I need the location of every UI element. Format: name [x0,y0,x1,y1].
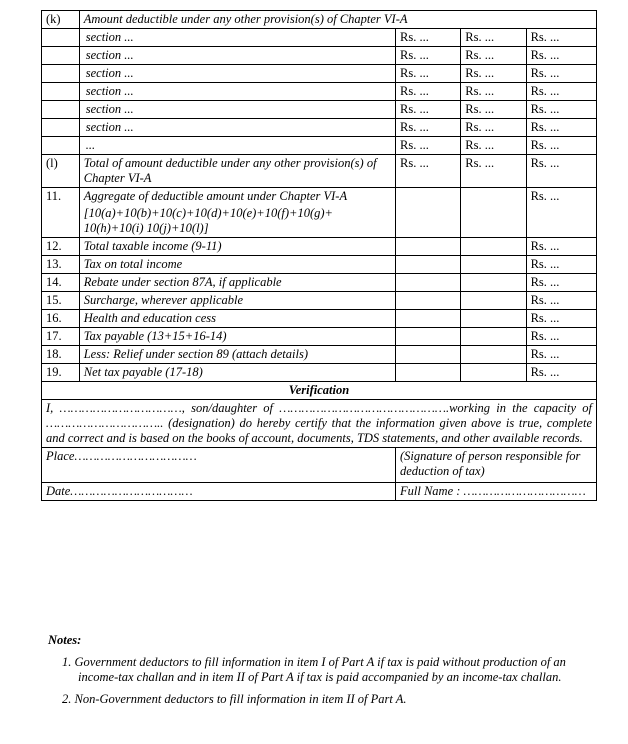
amount-cell: Rs. ... [526,310,596,328]
row-title: Net tax payable (17-18) [79,364,395,382]
row-title: Tax payable (13+15+16-14) [79,328,395,346]
row-title: Total of amount deductible under any other provision(s) of Chapter VI-A [79,155,395,188]
note-item: 2. Non-Government deductors to fill information in item II of Part A. [62,691,407,706]
verification-text-row [42,400,597,448]
amount-cell: Rs. ... [526,119,596,137]
amount-cell: Rs. ... [396,47,461,65]
row-16 [42,310,597,328]
amount-cell: Rs. ... [526,29,596,47]
notes-section [48,633,598,707]
section-label: section ... [79,119,395,137]
section-label: section ... [79,101,395,119]
row-l [42,155,597,188]
section-label: ... [79,137,395,155]
amount-cell: Rs. ... [526,155,596,188]
verification-heading-row [42,382,597,400]
notes-title: Notes: [48,633,82,647]
row-title: Less: Relief under section 89 (attach details) [79,346,395,364]
row-15 [42,292,597,310]
row-17 [42,328,597,346]
row-12 [42,238,597,256]
amount-cell: Rs. ... [526,83,596,101]
row-13 [42,256,597,274]
row-title: Rebate under section 87A, if applicable [79,274,395,292]
amount-cell: Rs. ... [396,119,461,137]
section-label: section ... [79,83,395,101]
date-field: Date…………………………… [42,483,396,501]
full-name-field: Full Name : …………………………… [396,483,597,501]
row-title: Total taxable income (9-11) [79,238,395,256]
date-row [42,483,597,501]
verification-text: I, ……………………………, son/daughter of ……………………………………….working in the capacity of ………………………….. (designation) do hereby certify that the information given above is true, complete and correct and is based on the books of account, documents, TDS statements, and other available records. [42,400,597,448]
amount-cell: Rs. ... [461,137,526,155]
row-number: 15. [42,292,80,310]
amount-cell: Rs. ... [526,47,596,65]
section-label: section ... [79,47,395,65]
row-title: Health and education cess [79,310,395,328]
section-label: section ... [79,29,395,47]
row-19 [42,364,597,382]
section-label: section ... [79,65,395,83]
row-number: 12. [42,238,80,256]
amount-cell: Rs. ... [396,83,461,101]
row-number: 14. [42,274,80,292]
row-title: Tax on total income [79,256,395,274]
row-number: 18. [42,346,80,364]
section-row [42,29,597,47]
section-row [42,65,597,83]
verification-heading: Verification [42,382,597,400]
place-row [42,448,597,483]
place-field: Place…………………………… [42,448,396,483]
amount-cell: Rs. ... [461,101,526,119]
amount-cell: Rs. ... [461,65,526,83]
row-number: 17. [42,328,80,346]
row-number: 16. [42,310,80,328]
amount-cell: Rs. ... [526,137,596,155]
row-number: (k) [42,11,80,29]
amount-cell: Rs. ... [396,137,461,155]
note-item: 1. Government deductors to fill information in item I of Part A if tax is paid without production of an income-tax challan and in item II of Part A if tax is paid accompanied by an income-tax challan. [62,654,566,684]
row-title: Surcharge, wherever applicable [79,292,395,310]
section-row [42,47,597,65]
row-title: Amount deductible under any other provision(s) of Chapter VI-A [79,11,596,29]
row-number: (l) [42,155,80,188]
row-number: 19. [42,364,80,382]
amount-cell: Rs. ... [526,292,596,310]
amount-cell: Rs. ... [526,256,596,274]
amount-cell: Rs. ... [396,101,461,119]
section-row [42,101,597,119]
amount-cell: Rs. ... [526,274,596,292]
section-row [42,83,597,101]
row-number: 13. [42,256,80,274]
deduction-table [41,10,597,501]
amount-cell: Rs. ... [526,238,596,256]
row-18 [42,346,597,364]
amount-cell: Rs. ... [526,188,596,238]
section-row [42,137,597,155]
row-11 [42,188,597,238]
row-k-header [42,11,597,29]
section-row [42,119,597,137]
amount-cell: Rs. ... [526,328,596,346]
aggregate-formula: [10(a)+10(b)+10(c)+10(d)+10(e)+10(f)+10(g)+ 10(h)+10(i) 10(j)+10(l)] [83,206,333,235]
amount-cell: Rs. ... [396,155,461,188]
amount-cell: Rs. ... [461,47,526,65]
amount-cell: Rs. ... [526,346,596,364]
amount-cell: Rs. ... [526,65,596,83]
row-number: 11. [42,188,80,238]
amount-cell: Rs. ... [526,364,596,382]
amount-cell: Rs. ... [461,83,526,101]
amount-cell: Rs. ... [396,65,461,83]
signature-field: (Signature of person responsible for deduction of tax) [396,448,597,483]
amount-cell: Rs. ... [526,101,596,119]
amount-cell: Rs. ... [461,119,526,137]
row-14 [42,274,597,292]
row-title: Aggregate of deductible amount under Chapter VI-A [83,189,348,203]
amount-cell: Rs. ... [461,29,526,47]
amount-cell: Rs. ... [396,29,461,47]
amount-cell: Rs. ... [461,155,526,188]
